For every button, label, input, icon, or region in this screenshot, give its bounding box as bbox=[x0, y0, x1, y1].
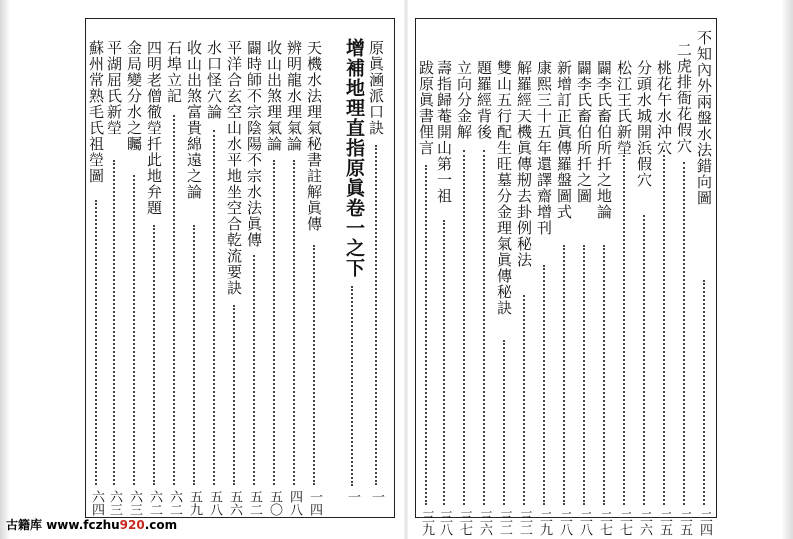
toc-entry-page: 五八 bbox=[207, 490, 222, 516]
toc-entry-title: 收山出煞理氣論 bbox=[265, 40, 283, 152]
toc-entry[interactable] bbox=[615, 60, 633, 536]
toc-entry-page: 五九 bbox=[187, 490, 202, 516]
section-heading-page: 一 bbox=[345, 490, 360, 503]
toc-entry-title: 收山出煞富貴綿遠之論 bbox=[185, 40, 203, 200]
toc-entry-title: 雙山五行配生旺墓分金理氣眞傳秘訣 bbox=[495, 60, 513, 316]
page-edge-shadow-right bbox=[781, 0, 793, 539]
toc-entry-page: 一四 bbox=[307, 490, 322, 516]
toc-entry-title: 辨明龍水理氣論 bbox=[285, 40, 303, 152]
toc-entry-title: 原眞㴠派口訣 bbox=[367, 40, 385, 136]
toc-entry-page: 三六 bbox=[477, 510, 492, 536]
toc-entry-title: 解羅經天機眞傳剏去卦例秘法 bbox=[515, 60, 533, 268]
toc-entry-page: 五二 bbox=[247, 490, 262, 516]
toc-entry-title: 分頭水城開浜假穴 bbox=[635, 60, 653, 188]
dot-leader bbox=[543, 265, 545, 505]
dot-leader bbox=[173, 115, 175, 485]
toc-entry[interactable] bbox=[635, 60, 653, 536]
page-edge-shadow-left bbox=[0, 0, 10, 539]
dot-leader bbox=[273, 160, 275, 485]
toc-entry[interactable] bbox=[305, 40, 323, 516]
toc-entry-title: 闢李氏畜伯所扦之地論 bbox=[595, 60, 613, 220]
toc-entry[interactable] bbox=[125, 40, 143, 516]
toc-entry-page: 六二 bbox=[167, 490, 182, 516]
dot-leader bbox=[683, 162, 685, 505]
toc-entry-title: 不知內外兩盤水法錯向圖 bbox=[695, 30, 713, 206]
dot-leader bbox=[253, 255, 255, 485]
toc-entry-title: 金局變分水之矚 bbox=[125, 40, 143, 152]
toc-entry-title: 闢李氏畜伯所扦之圖 bbox=[575, 60, 593, 204]
dot-leader bbox=[663, 150, 665, 505]
toc-entry[interactable] bbox=[595, 60, 613, 536]
toc-entry[interactable] bbox=[695, 30, 713, 536]
toc-entry-title: 桃花午水沖穴 bbox=[655, 60, 673, 156]
toc-entry[interactable] bbox=[515, 60, 533, 536]
toc-entry[interactable] bbox=[367, 40, 385, 503]
book-gutter bbox=[404, 0, 408, 539]
toc-entry-page: 三九 bbox=[419, 510, 434, 536]
toc-entry-page: 五六 bbox=[227, 490, 242, 516]
toc-entry[interactable] bbox=[225, 40, 243, 516]
toc-entry[interactable] bbox=[495, 60, 513, 536]
toc-entry-title: 天機水法理氣秘書註解眞傳 bbox=[305, 40, 323, 232]
site-name: 古籍库 bbox=[6, 518, 43, 532]
toc-entry-title: 平洋合玄空山水平地坐空合乾流要訣 bbox=[225, 40, 243, 296]
toc-entry-page: 三八 bbox=[437, 510, 452, 536]
dot-leader bbox=[563, 245, 565, 505]
toc-entry[interactable] bbox=[535, 60, 553, 536]
toc-entry[interactable] bbox=[145, 40, 163, 516]
dot-leader bbox=[603, 245, 605, 505]
toc-entry-title: 平湖屈氏新塋 bbox=[105, 40, 123, 136]
site-url-accent: 920 bbox=[119, 518, 145, 532]
dot-leader bbox=[583, 245, 585, 505]
toc-entry-page: 五〇 bbox=[267, 490, 282, 516]
dot-leader bbox=[193, 225, 195, 485]
dot-leader bbox=[95, 200, 97, 485]
toc-entry-page: 二七 bbox=[597, 510, 612, 536]
toc-entry-page: 二五 bbox=[657, 510, 672, 536]
toc-entry-page: 一 bbox=[369, 490, 384, 503]
dot-leader bbox=[293, 160, 295, 485]
dot-leader bbox=[483, 150, 485, 505]
toc-entry-page: 三二 bbox=[517, 510, 532, 536]
toc-entry-title: 二虎排衙花假穴 bbox=[675, 42, 693, 154]
dot-leader bbox=[233, 305, 235, 485]
toc-entry-title: 立向分金解 bbox=[455, 60, 473, 140]
toc-entry[interactable] bbox=[675, 42, 693, 536]
toc-entry-title: 石埠立記 bbox=[165, 40, 183, 104]
toc-entry-page: 三二 bbox=[497, 510, 512, 536]
toc-entry-page: 二四 bbox=[697, 510, 712, 536]
dot-leader bbox=[375, 145, 377, 485]
toc-entry[interactable] bbox=[575, 60, 593, 536]
toc-entry-page: 六三 bbox=[107, 490, 122, 516]
toc-entry-title: 蘇州常熟毛氏祖塋圖 bbox=[87, 40, 105, 184]
toc-entry-page: 三七 bbox=[457, 510, 472, 536]
toc-entry-page: 二八 bbox=[557, 510, 572, 536]
site-url-prefix: www.fczhu bbox=[46, 518, 120, 532]
dot-leader bbox=[643, 215, 645, 505]
dot-leader bbox=[623, 155, 625, 505]
toc-entry-title: 四明老僧徹塋扦此地弁題 bbox=[145, 40, 163, 216]
dot-leader bbox=[443, 220, 445, 505]
dot-leader bbox=[153, 225, 155, 485]
toc-entry-page: 六四 bbox=[89, 490, 104, 516]
toc-entry-title: 康熙三十五年還譯齋增刊 bbox=[535, 60, 553, 236]
toc-entry[interactable] bbox=[475, 60, 493, 536]
toc-entry[interactable] bbox=[455, 60, 473, 536]
toc-entry-title: 闢時師不宗陰陽不宗水法眞傳 bbox=[245, 40, 263, 248]
toc-entry[interactable] bbox=[655, 60, 673, 536]
toc-entry[interactable] bbox=[417, 60, 435, 536]
toc-entry-title: 跋原眞書俚言 bbox=[417, 60, 435, 156]
site-url-suffix: .com bbox=[144, 518, 178, 532]
toc-entry-page: 二八 bbox=[577, 510, 592, 536]
toc-entry[interactable] bbox=[185, 40, 203, 516]
toc-entry-page: 四八 bbox=[287, 490, 302, 516]
dot-leader bbox=[523, 295, 525, 505]
toc-entry[interactable] bbox=[165, 40, 183, 516]
toc-entry[interactable] bbox=[245, 40, 263, 516]
dot-leader bbox=[425, 165, 427, 505]
dot-leader bbox=[351, 286, 353, 486]
toc-entry-page: 二九 bbox=[537, 510, 552, 536]
dot-leader bbox=[313, 245, 315, 485]
toc-entry[interactable] bbox=[435, 60, 453, 536]
toc-entry-title: 水口怪穴論 bbox=[205, 40, 223, 120]
toc-entry-page: 六三 bbox=[127, 490, 142, 516]
dot-leader bbox=[213, 130, 215, 485]
toc-entry-title: 新增訂正眞傳羅盤圖式 bbox=[555, 60, 573, 220]
toc-entry[interactable] bbox=[87, 40, 105, 516]
dot-leader bbox=[113, 160, 115, 485]
toc-entry-page: 二七 bbox=[617, 510, 632, 536]
section-heading bbox=[343, 38, 365, 503]
toc-entry[interactable] bbox=[285, 40, 303, 516]
toc-entry-title: 松江王氏新塋 bbox=[615, 60, 633, 156]
toc-entry[interactable] bbox=[205, 40, 223, 516]
dot-leader bbox=[503, 340, 505, 505]
dot-leader bbox=[463, 150, 465, 505]
toc-entry-page: 二五 bbox=[677, 510, 692, 536]
toc-entry[interactable] bbox=[265, 40, 283, 516]
toc-entry[interactable] bbox=[105, 40, 123, 516]
toc-entry-page: 六二 bbox=[147, 490, 162, 516]
toc-entry-title: 題羅經背後 bbox=[475, 60, 493, 140]
site-watermark bbox=[6, 516, 177, 533]
toc-entry[interactable] bbox=[555, 60, 573, 536]
toc-entry-page: 二六 bbox=[637, 510, 652, 536]
dot-leader bbox=[703, 280, 705, 505]
section-heading-text: 增補地理直指原眞卷一之下 bbox=[343, 38, 365, 278]
toc-entry-title: 壽指歸菴開山第一祖 bbox=[435, 60, 453, 204]
dot-leader bbox=[133, 175, 135, 485]
